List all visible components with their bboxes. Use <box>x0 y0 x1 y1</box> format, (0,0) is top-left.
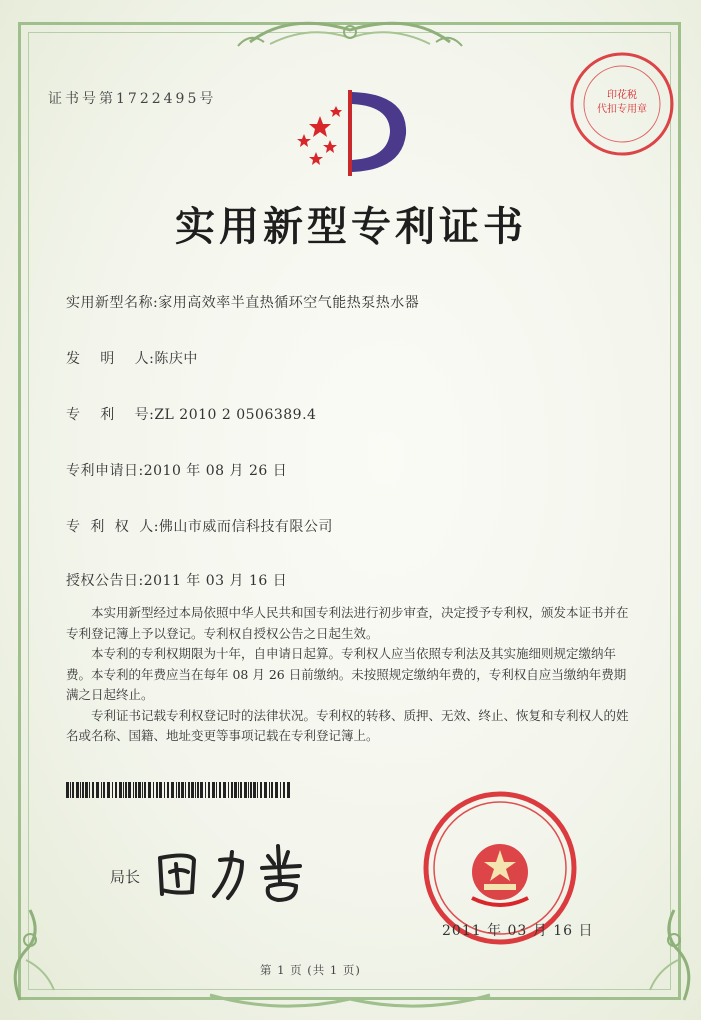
field-label: 专利申请日: <box>66 463 144 479</box>
paragraph: 本实用新型经过本局依照中华人民共和国专利法进行初步审查，决定授予专利权，颁发本证书并在专利登记簿上予以登记。专利权自授权公告之日起生效。 <box>66 605 629 641</box>
director-signature <box>150 838 330 908</box>
field-value: 佛山市威而信科技有限公司 <box>158 519 333 535</box>
field-utility-model-name <box>66 292 419 312</box>
barcode <box>66 782 290 798</box>
field-value: 2010 年 08 月 26 日 <box>143 463 288 479</box>
field-application-date <box>66 460 287 480</box>
svg-text:印花税: 印花税 <box>607 90 637 101</box>
top-ornament <box>230 12 470 52</box>
certificate-title: 实用新型专利证书 <box>175 203 527 250</box>
page-number: 第 1 页 (共 1 页) <box>260 963 361 977</box>
field-value: 2011 年 03 月 16 日 <box>143 573 288 589</box>
certificate-number: 证书号第1722495号 <box>48 91 217 107</box>
field-label: 专 利 号: <box>66 407 155 423</box>
bottom-right-ornament <box>638 900 698 1010</box>
field-value: 陈庆中 <box>154 351 198 367</box>
field-value: 家用高效率半直热循环空气能热泵热水器 <box>158 295 420 311</box>
bottom-center-ornament <box>200 985 500 1015</box>
paragraph: 本专利的专利权期限为十年，自申请日起算。专利权人应当依照专利法及其实施细则规定缴纳年费。本专利的年费应当在每年 08 月 26 日前缴纳。未按照规定缴纳年费的，专利权自应当缴纳年费期满之日起终止。 <box>66 646 627 702</box>
tax-stamp <box>568 50 676 158</box>
seal-date: 2011 年 03 月 16 日 <box>442 923 594 939</box>
bottom-left-ornament <box>6 900 66 1010</box>
field-patent-number <box>66 404 316 424</box>
field-label: 授权公告日: <box>66 573 144 589</box>
body-text <box>66 603 636 747</box>
field-patentee <box>66 516 333 536</box>
paragraph: 专利证书记载专利权登记时的法律状况。专利权的转移、质押、无效、终止、恢复和专利权人的姓名或名称、国籍、地址变更等事项记载在专利登记簿上。 <box>66 707 629 743</box>
director-label: 局长 <box>110 868 141 886</box>
field-label: 发 明 人: <box>66 351 155 367</box>
field-label: 专 利 权 人: <box>66 519 159 535</box>
svg-text:代扣专用章: 代扣专用章 <box>597 104 647 115</box>
field-inventor <box>66 348 198 368</box>
field-label: 实用新型名称: <box>66 295 159 311</box>
field-grant-date <box>66 570 287 590</box>
patent-office-logo <box>290 86 420 186</box>
field-value: ZL 2010 2 0506389.4 <box>154 407 317 423</box>
